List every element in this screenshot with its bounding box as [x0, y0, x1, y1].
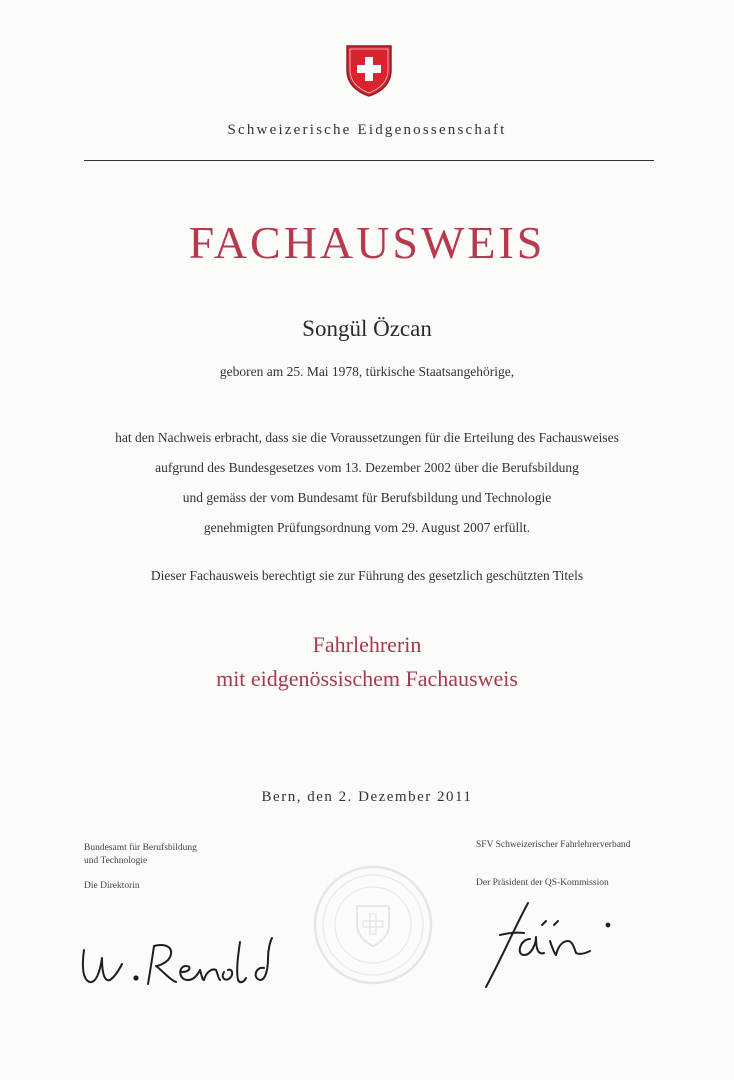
right-signature	[470, 895, 630, 995]
degree-line: mit eidgenössischem Fachausweis	[216, 666, 518, 691]
document-title: FACHAUSWEIS	[188, 217, 546, 268]
degree-line: Fahrlehrerin	[312, 632, 422, 657]
degree-title	[0, 628, 734, 696]
body-paragraph	[40, 423, 694, 543]
left-signatory-role: Die Direktorin	[84, 881, 140, 891]
entitlement-line: Dieser Fachausweis berechtigt sie zur Führung des gesetzlich geschützten Titels	[150, 568, 584, 583]
left-organization-line: und Technologie	[84, 856, 148, 866]
issuer-name: Schweizerische Eidgenossenschaft	[227, 122, 507, 138]
birth-line: geboren am 25. Mai 1978, türkische Staatsangehörige,	[219, 364, 515, 379]
embossed-seal-icon	[310, 862, 436, 988]
left-organization	[84, 842, 197, 868]
left-signature	[72, 928, 292, 998]
body-line: aufgrund des Bundesgesetzes vom 13. Dezember 2002 über die Berufsbildung	[155, 460, 579, 475]
body-line: genehmigten Prüfungsordnung vom 29. August 2007 erfüllt.	[203, 520, 531, 535]
body-line: hat den Nachweis erbracht, dass sie die Voraussetzungen für die Erteilung des Fachausweises	[115, 430, 619, 445]
left-organization-line: Bundesamt für Berufsbildung	[84, 843, 197, 853]
body-line: und gemäss der vom Bundesamt für Berufsbildung und Technologie	[182, 490, 552, 505]
holder-name: Songül Özcan	[302, 316, 432, 341]
right-organization: SFV Schweizerischer Fahrlehrerverband	[476, 840, 631, 850]
right-signatory-role: Der Präsident der QS-Kommission	[476, 878, 609, 888]
place-date: Bern, den 2. Dezember 2011	[261, 789, 473, 805]
swiss-cross-shield-icon	[345, 44, 393, 98]
header-divider	[84, 160, 654, 161]
